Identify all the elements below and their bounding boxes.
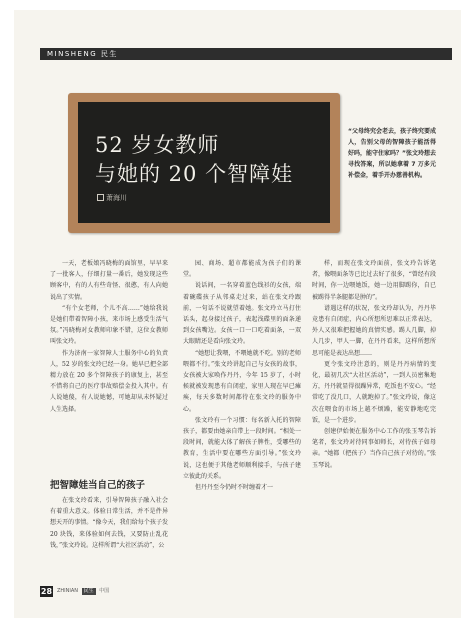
section-heading: 把智障娃当自己的孩子 bbox=[50, 480, 146, 491]
paragraph: 说话间，一名穿着蓝色线衫的女孩，端着碗碟孩子从邻桌走过来，站在张文玲跟前，一句话不说就望着她。张文玲立马打住话头，起身接过孩子，表起浅碟里的面条递到女孩嘴边。女孩一口一口吃着面条，一双大眼睛还是看向张文玲。 bbox=[183, 282, 301, 346]
paragraph: 谱遇这样的状况，张文玲却认为，丹丹毕竟患有自闭症，内心所想所思难以正常表达，外人又很难把握她的真情实感。踢人几脚，掉人几步，甲人一脚，在丹丹看来，这样所想所思可能是表达出想…… bbox=[312, 304, 436, 357]
author-name: 萧海川 bbox=[106, 194, 127, 202]
paragraph: 创建伊始便在服务中心工作的张玉琴告诉笔者，张文玲对待同事如师长，对待孩子如母亲。“她都（把孩子）当作自己孩子对待的。”张玉琴说。 bbox=[312, 428, 436, 469]
column-2 bbox=[183, 258, 301, 493]
section-header-bar bbox=[40, 48, 452, 60]
paragraph: 但丹丹至今仍时不时缠着才一 bbox=[195, 484, 274, 492]
pull-quote: “父母终究会老去，孩子终究要成人，告别父母的智障孩子能活得好吗，能守住家吗？”张文玲想去寻找答案，所以她拿着 7 万多元补偿金，着手开办慈善机构。 bbox=[348, 128, 436, 179]
article-title-line2: 与她的 20 个智障娃 bbox=[95, 162, 294, 186]
paragraph: “她想让我喂，不喂她就不吃。别的老师喂都不行。”张文玲讲起自己与女孩的故事，女孩被大家唤作丹丹，今年 15 岁了，小时候就被发现患有自闭症，家里人现在早已瘫痪，每天多数时间都待在张文玲的服务中心。 bbox=[183, 349, 301, 413]
paragraph: 张文玲有一个习惯：每名新入托的智障孩子，都要由她亲自带上一段时间。“相处一段时间，就能大体了解孩子脾性，受哪些的教育，生活中要在哪些方面引导。”张文玲说，这也便于其他老师顺利接手，与孩子建立彼此的关系。 bbox=[183, 416, 301, 480]
footer-info bbox=[57, 588, 109, 595]
column-3 bbox=[312, 258, 436, 471]
paragraph: 园、商场、超市都能成为孩子们的课堂。 bbox=[183, 260, 301, 279]
paragraph: 作为济南一家智障人士服务中心的负责人，52 岁的张文玲已经一身。她早已把全部精力放在 20 多个智障孩子的康复上，甚至不惜将自己的医疗事故赔偿金投入其中。有人说她傻，有人说她憾，可她却从未怀疑过人生选择。 bbox=[50, 349, 168, 413]
paragraph: 在张文玲看来，引导智障孩子融入社会有着重大意义。体验日常生活，并不是件异想天开的事情。“像今天，我们给每个孩子发 20 块钱，来体验如何去钱，又要防止乱花钱，”张文玲说。这样所谓“大社区活动”，公 bbox=[50, 497, 168, 549]
issue-label: ZHINIAN bbox=[57, 588, 79, 594]
column-1 bbox=[50, 258, 168, 415]
column-1-continued bbox=[50, 495, 168, 551]
author-box-icon bbox=[97, 194, 104, 201]
chalkboard-frame bbox=[68, 93, 340, 233]
paragraph: 更令张文玲注意的，则是丹丹病情的变化，最初几次“大社区活动”，一到人员密集地方，丹丹就显得很躁异常，吃饭也不安心。“经常吃了没几口，人就跑掉了。”张文玲说，像这次在喂食的市场上越不烦躁，能安静地吃完饭，是一个进步。 bbox=[312, 360, 436, 424]
chalkboard bbox=[78, 102, 330, 223]
page-number: 28 bbox=[40, 587, 53, 596]
paragraph: 样，而现在张文玲面前，张文玲告诉笔者，像喂面条等已比过去好了很多，“曾经有段时间，你一边喂她饭，她一边用脚踢你，自已被踢得半条腿都是肿的”。 bbox=[312, 260, 436, 301]
publication-logo: 民生 bbox=[83, 588, 94, 594]
paragraph: “有个女老师，个儿不高……”她给我说是她们带着智障小孩，来市场上感受生活气氛。”冯晓梅对女教师印象不错，这位女教师叫张文玲。 bbox=[50, 304, 168, 346]
article-title-line1: 52 岁女教师 bbox=[95, 133, 220, 157]
footer-suffix: 中国 bbox=[99, 588, 110, 594]
section-label: MINSHENG 民生 bbox=[47, 50, 118, 58]
author-byline bbox=[97, 193, 127, 203]
paragraph: 一天，老板娘冯晓梅的面馆里，早早来了一批客人，仔细打量一番后，她发现这些顾客中，有的人有些奇怪、很憨，有人向她说出了实情。 bbox=[50, 260, 168, 301]
